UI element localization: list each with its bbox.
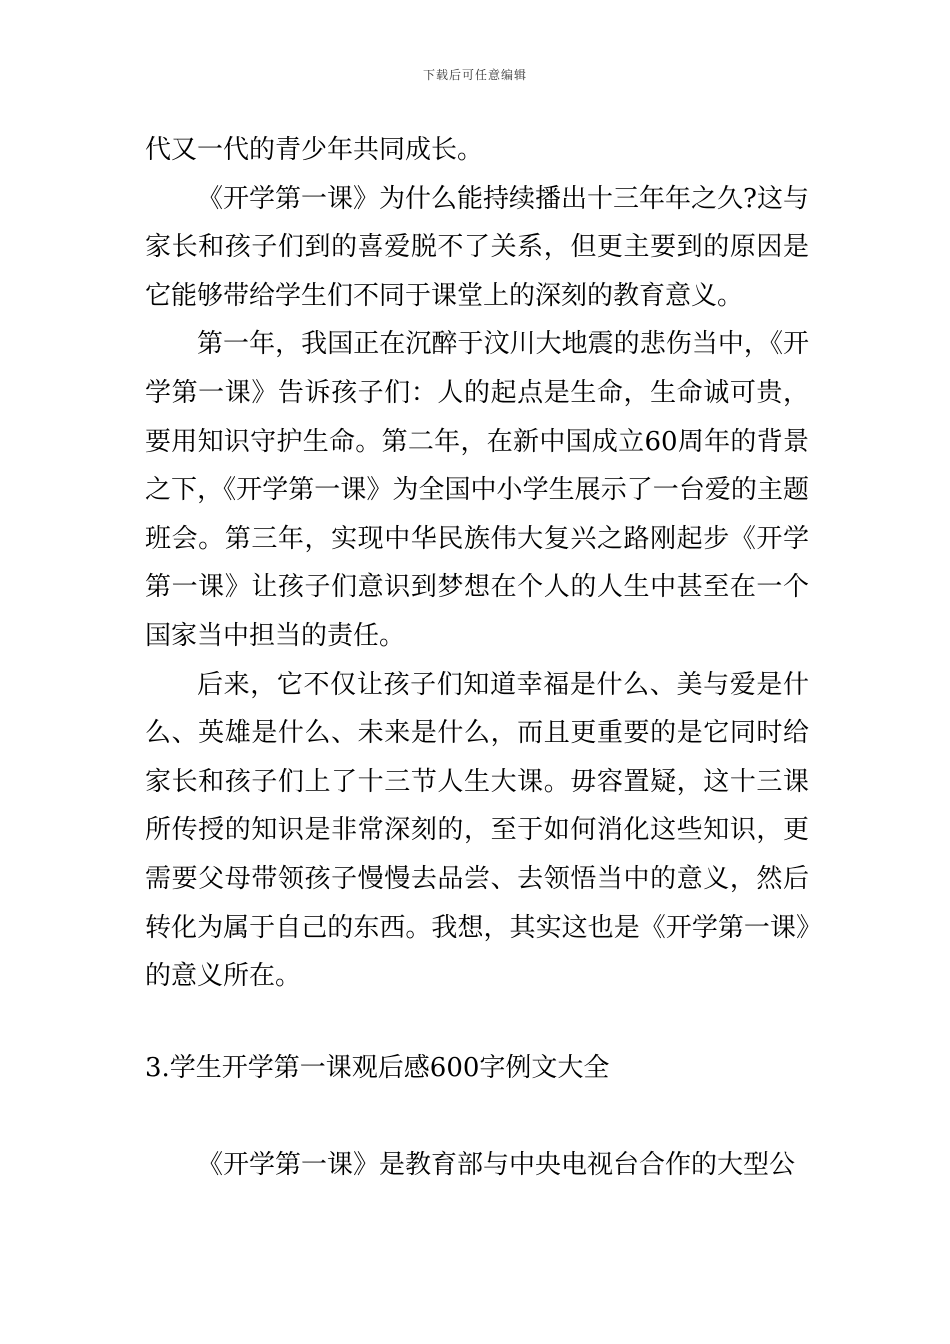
paragraph-essay-start: 《开学第一课》是教育部与中央电视台合作的大型公 bbox=[197, 1150, 796, 1181]
paragraph-continuation: 代又一代的青少年共同成长。 bbox=[145, 135, 484, 165]
page-header-note: 下载后可任意编辑 bbox=[422, 68, 527, 82]
document-body bbox=[145, 126, 809, 1190]
spacer bbox=[145, 1001, 809, 1044]
paragraph-first-years: 第一年，我国正在沉醉于汶川大地震的悲伤当中，《开学第一课》告诉孩子们：人的起点是生命，生命诚可贵，要用知识守护生命。第二年，在新中国成立60周年的背景之下，《开学第一课》为全国中小学生展示了一台爱的主题班会。第三年，实现中华民族伟大复兴之路刚起步《开学第一课》让孩子们意识到梦想在个人的人生中甚至在一个国家当中担当的责任。 bbox=[145, 329, 809, 651]
paragraph-later-years: 后来，它不仅让孩子们知道幸福是什么、美与爱是什么、英雄是什么、未来是什么，而且更重要的是它同时给家长和孩子们上了十三节人生大课。毋容置疑，这十三课所传授的知识是非常深刻的，至于如何消化这些知识，更需要父母带领孩子慢慢去品尝、去领悟当中的意义，然后转化为属于自己的东西。我想，其实这也是《开学第一课》的意义所在。 bbox=[145, 669, 809, 992]
section-heading: 3.学生开学第一课观后感600字例文大全 bbox=[145, 1052, 610, 1083]
spacer bbox=[145, 1092, 809, 1141]
paragraph-broadcast-reason: 《开学第一课》为什么能持续播出十三年年之久?这与家长和孩子们到的喜爱脱不了关系，但更主要到的原因是它能够带给学生们不同于课堂上的深刻的教育意义。 bbox=[145, 183, 809, 311]
